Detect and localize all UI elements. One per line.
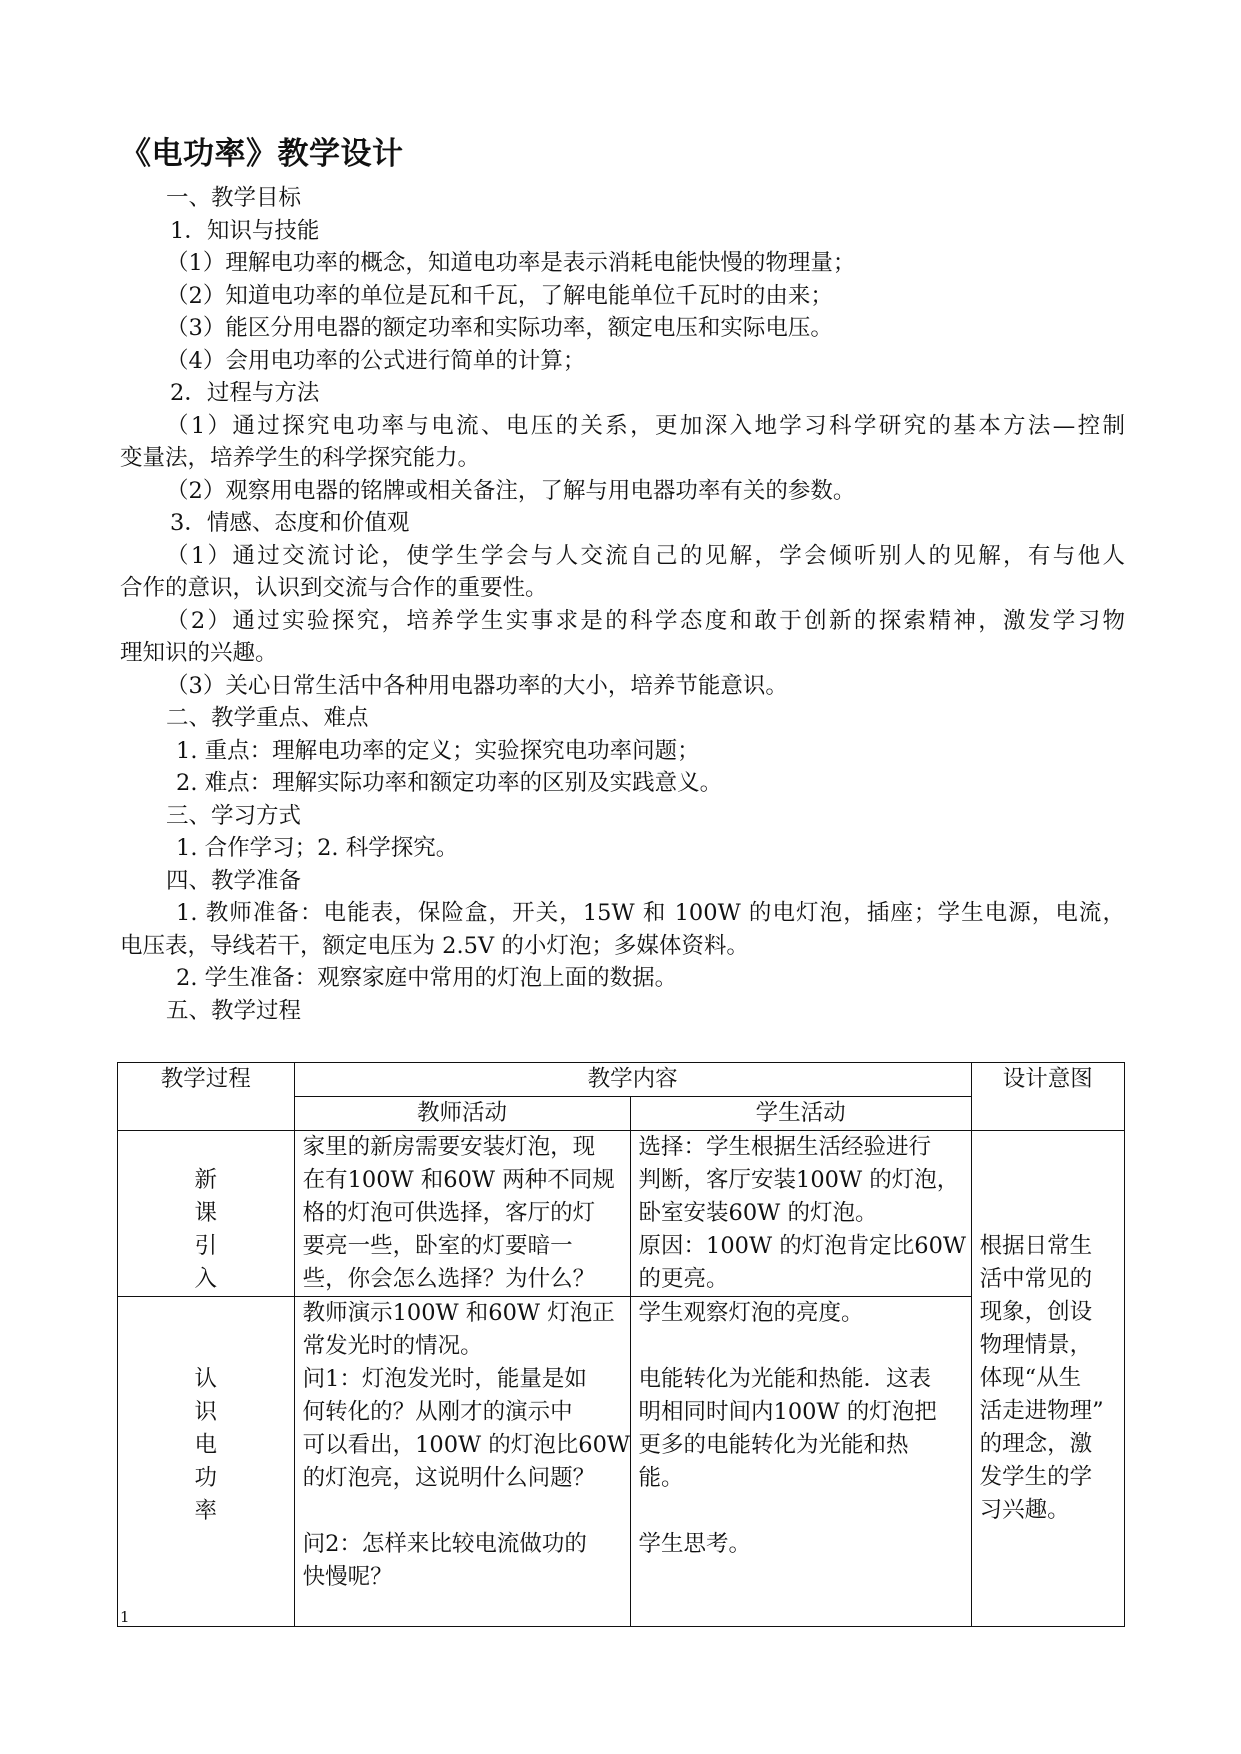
header-intent: 设计意图 — [971, 1063, 1124, 1131]
blank-line — [639, 1330, 963, 1363]
cell-line: 些，你会怎么选择？为什么？ — [302, 1266, 596, 1292]
blank-line — [303, 1495, 622, 1528]
header-content: 教学内容 — [294, 1063, 971, 1097]
paragraph-line: 2. 学生准备：观察家庭中常用的灯泡上面的数据。 — [176, 965, 678, 991]
teacher-activity-cell — [294, 1131, 630, 1297]
subsection-heading: 3．情感、态度和价值观 — [170, 510, 410, 536]
cell-line: 家里的新房需要安装灯泡，现 — [302, 1134, 596, 1160]
cell-line: 问1：灯泡发光时，能量是如 — [302, 1366, 587, 1392]
cell-line: 物理情景， — [979, 1332, 1093, 1358]
cell-line: 原因：100W 的灯泡肯定比60W — [638, 1233, 967, 1259]
cell-line: 明相同时间内100W 的灯泡把 — [638, 1399, 937, 1425]
stage-char: 引 — [194, 1233, 218, 1259]
page-number: 1 — [120, 1608, 130, 1626]
cell-line: 的灯泡亮，这说明什么问题？ — [302, 1465, 596, 1491]
cell-line: 活走进物理” — [979, 1398, 1104, 1424]
paragraph-line: （2）观察用电器的铭牌或相关备注，了解与用电器功率有关的参数。 — [166, 477, 856, 504]
paragraph-line: （2）通过实验探究，培养学生实事求是的科学态度和敢于创新的探索精神，激发学习物 — [166, 607, 1125, 634]
cell-line: 卧室安装60W 的灯泡。 — [638, 1200, 878, 1226]
cell-line: 的更亮。 — [638, 1266, 729, 1292]
cell-line: 教师演示100W 和60W 灯泡正 — [302, 1300, 615, 1326]
paragraph-line: 1. 重点：理解电功率的定义；实验探究电功率问题； — [176, 737, 700, 764]
cell-line: 电能转化为光能和热能．这表 — [638, 1366, 932, 1392]
paragraph-line: （3）关心日常生活中各种用电器功率的大小，培养节能意识。 — [166, 672, 788, 699]
section-heading: 四、教学准备 — [166, 867, 302, 894]
stage-char: 识 — [194, 1399, 218, 1425]
header-teacher: 教师活动 — [294, 1097, 630, 1131]
teacher-activity-cell — [294, 1297, 630, 1627]
header-process: 教学过程 — [118, 1063, 295, 1131]
stage-char: 电 — [194, 1432, 218, 1458]
cell-line: 格的灯泡可供选择，客厅的灯 — [302, 1200, 596, 1226]
cell-line: 选择：学生根据生活经验进行 — [638, 1134, 932, 1160]
paragraph-line: 变量法，培养学生的科学探究能力。 — [120, 445, 481, 471]
cell-line: 体现“从生 — [979, 1365, 1082, 1391]
stage-char: 功 — [194, 1465, 218, 1491]
section-heading: 三、学习方式 — [166, 802, 302, 829]
paragraph-line: 合作的意识，认识到交流与合作的重要性。 — [120, 575, 548, 601]
section-heading: 五、教学过程 — [166, 997, 302, 1024]
section-heading: 二、教学重点、难点 — [166, 705, 369, 731]
cell-line: 更多的电能转化为光能和热 — [638, 1432, 909, 1458]
header-student: 学生活动 — [630, 1097, 971, 1131]
cell-line: 学生观察灯泡的亮度。 — [638, 1300, 864, 1326]
cell-line: 问2：怎样来比较电流做功的 — [302, 1531, 587, 1557]
cell-line: 的理念，激 — [979, 1431, 1093, 1457]
paragraph-line: 1. 合作学习；2. 科学探究。 — [176, 835, 459, 861]
cell-line: 习兴趣。 — [979, 1497, 1070, 1523]
document-title: 《电功率》教学设计 — [120, 136, 404, 172]
stage-char: 认 — [194, 1366, 218, 1392]
subsection-heading: 2．过程与方法 — [170, 380, 320, 406]
cell-line: 能。 — [638, 1465, 684, 1491]
section-heading: 一、教学目标 — [166, 185, 302, 211]
cell-line: 快慢呢？ — [302, 1564, 393, 1590]
blank-line — [639, 1495, 963, 1528]
design-intent-cell — [971, 1131, 1124, 1627]
paragraph-line: （1）通过交流讨论，使学生学会与人交流自己的见解，学会倾听别人的见解，有与他人 — [166, 542, 1125, 569]
subsection-heading: 1．知识与技能 — [170, 217, 320, 244]
student-activity-cell — [630, 1131, 971, 1297]
cell-line: 可以看出，100W 的灯泡比60W — [302, 1432, 631, 1458]
paragraph-line: 1. 教师准备：电能表，保险盒，开关，15W 和 100W 的电灯泡，插座；学生电源，电流， — [176, 900, 1125, 926]
cell-line: 何转化的？从刚才的演示中 — [302, 1399, 573, 1425]
cell-line: 判断，客厅安装100W 的灯泡， — [638, 1167, 960, 1193]
paragraph-line: （1）理解电功率的概念，知道电功率是表示消耗电能快慢的物理量； — [166, 250, 856, 276]
cell-line: 学生思考。 — [638, 1531, 752, 1557]
cell-line: 要亮一些，卧室的灯要暗一 — [302, 1233, 573, 1259]
stage-char: 率 — [194, 1498, 218, 1524]
cell-line: 常发光时的情况。 — [302, 1333, 483, 1359]
paragraph-line: 2. 难点：理解实际功率和额定功率的区别及实践意义。 — [176, 770, 723, 796]
stage-char: 新 — [194, 1167, 218, 1193]
document-body — [120, 182, 1125, 1027]
cell-line: 现象，创设 — [979, 1299, 1093, 1325]
cell-line: 活中常见的 — [979, 1266, 1093, 1292]
student-activity-cell — [630, 1297, 971, 1627]
stage-char: 课 — [194, 1200, 218, 1226]
paragraph-line: （2）知道电功率的单位是瓦和千瓦，了解电能单位千瓦时的由来； — [166, 282, 833, 309]
paragraph-line: 理知识的兴趣。 — [120, 640, 278, 666]
cell-line: 在有100W 和60W 两种不同规 — [302, 1167, 615, 1193]
paragraph-line: 电压表，导线若干，额定电压为 2.5V 的小灯泡；多媒体资料。 — [120, 932, 749, 959]
paragraph-line: （3）能区分用电器的额定功率和实际功率，额定电压和实际电压。 — [166, 315, 833, 341]
cell-line: 发学生的学 — [979, 1464, 1093, 1490]
cell-line: 根据日常生 — [979, 1233, 1093, 1259]
stage-cell — [118, 1297, 295, 1627]
paragraph-line: （1）通过探究电功率与电流、电压的关系，更加深入地学习科学研究的基本方法—控制 — [166, 412, 1125, 439]
stage-char: 入 — [194, 1266, 218, 1292]
paragraph-line: （4）会用电功率的公式进行简单的计算； — [166, 347, 586, 374]
teaching-process-table — [117, 1062, 1125, 1627]
stage-cell — [118, 1131, 295, 1297]
